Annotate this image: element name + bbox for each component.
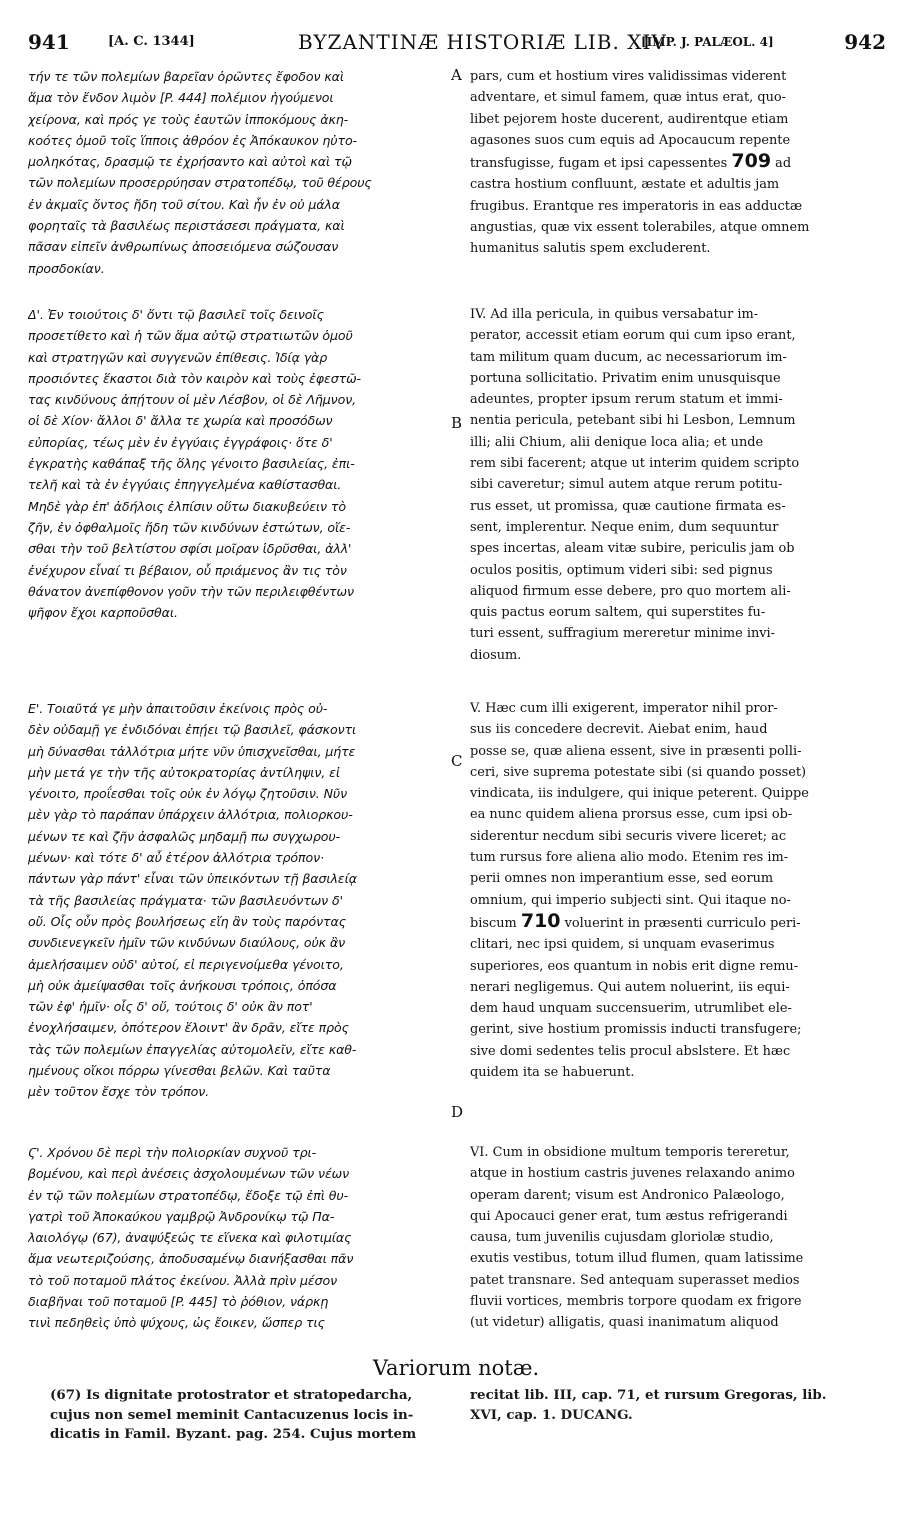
greek-paragraph-2 — [28, 304, 450, 623]
greek-line: συνδιενεγκεῖν ἡμῖν τῶν κινδύνων διαύλους, οὐκ ἂν — [28, 935, 346, 951]
year-marker: [A. C. 1344] — [108, 34, 195, 49]
latin-line: aliquod firmum esse debere, pro quo mortem ali- — [470, 583, 791, 599]
latin-paragraph-1 — [470, 66, 887, 260]
greek-paragraph-4 — [28, 1142, 450, 1334]
latin-line: gerint, sive hostium promissis inducti transfugere; — [470, 1022, 802, 1038]
margin-letter-b: B — [451, 414, 463, 432]
greek-line: Ε'. Τοιαῦτά γε μὴν ἀπαιτοῦσιν ἐκείνοις πρὸς οὐ- — [28, 701, 328, 716]
greek-line: ψῆφον ἔχοι καρποῦσθαι. — [28, 605, 178, 621]
latin-line: perii omnes non imperantium esse, sed eorum — [470, 871, 774, 887]
greek-line: Ϛ'. Χρόνου δὲ περὶ τὴν πολιορκίαν συχνοῦ τρι- — [28, 1145, 317, 1160]
latin-paragraph-3 — [470, 698, 887, 1083]
latin-line: exutis vestibus, totum illud flumen, quam latissime — [470, 1251, 804, 1267]
latin-column-section-6 — [470, 1142, 887, 1334]
greek-line: μένων τε καὶ ζῆν ἀσφαλῶς μηδαμῇ πω συγχωρου- — [28, 828, 340, 844]
greek-line: μὴ δύνασθαι τἀλλότρια μήτε νῦν ὑπισχνεῖσθαι, μήτε — [28, 743, 356, 759]
greek-line: Δ'. Ἐν τοιούτοις δ' ὄντι τῷ βασιλεῖ τοῖς δεινοῖς — [28, 307, 324, 322]
greek-line: ἐνέχυρον εἶναί τι βέβαιον, οὗ πριάμενος ἂν τις τὸν — [28, 562, 347, 578]
latin-line: tam militum quam ducum, ac necessariorum im- — [470, 349, 787, 365]
latin-line: libet pejorem hoste ducerent, audirentque etiam — [470, 111, 789, 127]
greek-column-section-4 — [28, 304, 450, 623]
greek-line: Μηδὲ γὰρ ἐπ' ἀδήλοις ἐλπίσιν οὕτω διακυβεύειν τὸ — [28, 498, 346, 514]
latin-line: oculos positis, optimum videri sibi: sed pignus — [470, 562, 773, 578]
latin-line: nentia pericula, petebant sibi hi Lesbon, Lemnum — [470, 413, 796, 429]
latin-line: spes incertas, aleam vitæ subire, periculis jam ob — [470, 541, 795, 557]
greek-line: μὲν τοῦτον ἔσχε τὸν τρόπον. — [28, 1084, 210, 1100]
greek-line: χείρονα, καὶ πρός γε τοὺς ἑαυτῶν ἱπποκόμους ἀκη- — [28, 111, 349, 127]
margin-letter-d: D — [451, 1103, 464, 1121]
greek-line: ἐνοχλήσαιμεν, ὁπότερον ἕλοιντ' ἂν δρᾶν, εἴτε πρὸς — [28, 1020, 349, 1036]
greek-line: μὴ οὐκ ἀμείψασθαι τοῖς ἀνήκουσι τρόποις, ὁπόσα — [28, 977, 337, 993]
greek-line: θάνατον ἀνεπίφθονον γοῦν τὴν τῶν περιλειφθέντων — [28, 583, 354, 599]
latin-line: illi; alii Chium, alii denique loca alia; et unde — [470, 434, 764, 450]
greek-line: οἱ δὲ Χίον· ἄλλοι δ' ἄλλα τε χωρία καὶ προσόδων — [28, 413, 333, 429]
latin-line: IV. Ad illa pericula, in quibus versabatur im- — [470, 307, 759, 322]
greek-line: ἅμα νεωτεριζούσης, ἀποδυσαμένῳ διανήξασθαι πᾶν — [28, 1251, 354, 1267]
latin-line: adventare, et simul famem, quæ intus erat, quo- — [470, 90, 787, 106]
latin-line: sus iis concedere decrevit. Aiebat enim, haud — [470, 722, 768, 738]
greek-line: ἐν τῷ τῶν πολεμίων στρατοπέδῳ, ἔδοξε τῷ ἐπὶ θυ- — [28, 1187, 349, 1203]
greek-column-section-6 — [28, 1142, 450, 1334]
latin-line: qui Apocauci gener erat, tum æstus refrigerandi — [470, 1208, 788, 1224]
greek-line: τῶν ἐφ' ἡμῖν· οἷς δ' οὔ, τούτοις δ' οὐκ ἂν ποτ' — [28, 999, 313, 1015]
greek-line: λαιολόγῳ (67), ἀναψύξεώς τε εἵνεκα καὶ φιλοτιμίας — [28, 1230, 352, 1246]
notes-heading-left: Variorum — [372, 1356, 472, 1380]
greek-line: τῶν πολεμίων προσερρύησαν στρατοπέδῳ, τοῦ θέρους — [28, 175, 372, 191]
latin-line: quis pactus eorum saltem, qui superstites fu- — [470, 605, 766, 621]
page-number-left: 941 — [28, 30, 70, 54]
greek-line: μοληκότας, δρασμῷ τε ἐχρήσαντο καὶ αὐτοὶ καὶ τῷ — [28, 154, 352, 170]
latin-column-section-4 — [470, 304, 887, 666]
latin-line: rus esset, ut promissa, quæ cautione firmata es- — [470, 498, 786, 514]
inline-page-number-710: 710 — [520, 910, 561, 932]
latin-line: quidem ita se habuerunt. — [470, 1065, 635, 1081]
latin-line: causa, tum juvenilis cujusdam gloriolæ studio, — [470, 1230, 774, 1246]
greek-line: διαβῆναι τοῦ ποταμοῦ [P. 445] τὸ ῥόθιον, νάρκῃ — [28, 1294, 329, 1310]
latin-line: siderentur necdum sibi securis vivere liceret; ac — [470, 828, 787, 844]
latin-line: frugibus. Erantque res imperatoris in eas adductæ — [470, 198, 803, 214]
latin-paragraph-4 — [470, 1142, 887, 1334]
greek-line: τὰς τῶν πολεμίων ἐπαγγελίας αὐτομολεῖν, εἴτε καθ- — [28, 1041, 357, 1057]
greek-line: τελῆ καὶ τὰ ἐν ἐγγύαις ἐπηγγελμένα καθίστασθαι. — [28, 477, 342, 493]
greek-line: προσετίθετο καὶ ἡ τῶν ἅμα αὐτῷ στρατιωτῶν ὁμοῦ — [28, 328, 353, 344]
notes-heading-right: notæ. — [478, 1356, 540, 1380]
greek-line: ημένους οἴκοι πόρρω γίνεσθαι βελῶν. Καὶ ταῦτα — [28, 1063, 331, 1079]
latin-line: patet transnare. Sed antequam superasset medios — [470, 1272, 800, 1288]
footnote-line: XVI, cap. 1. DUCANG. — [470, 1406, 633, 1423]
greek-line: ἅμα τὸν ἔνδον λιμὸν [P. 444] πολέμιον ἡγούμενοι — [28, 90, 334, 106]
greek-line: εὐπορίας, τέως μὲν ἐν ἐγγύαις ἐγγράφοις· ὅτε δ' — [28, 434, 333, 450]
greek-line: τὸ τοῦ ποταμοῦ πλάτος ἐκείνου. Ἀλλὰ πρὶν μέσον — [28, 1272, 338, 1288]
greek-line: ζῆν, ἐν ὀφθαλμοῖς ἤδη τῶν κινδύνων ἑστώτων, οἴε- — [28, 519, 351, 535]
latin-line: pars, cum et hostium vires validissimas viderent — [470, 69, 787, 84]
latin-line: nerari negligemus. Qui autem noluerint, iis equi- — [470, 979, 790, 995]
footnote-right — [470, 1386, 887, 1425]
greek-line: τὰ τῆς βασιλείας πράγματα· τῶν βασιλευόντων δ' — [28, 892, 343, 908]
latin-column — [470, 66, 887, 260]
latin-line: ceri, sive suprema potestate sibi (si quando posset) — [470, 764, 807, 780]
greek-line: γατρὶ τοῦ Ἀποκαύκου γαμβρῷ Ἀνδρονίκῳ τῷ Πα- — [28, 1208, 335, 1224]
latin-line: turi essent, suffragium mereretur minime invi- — [470, 626, 776, 642]
latin-line: ea nunc quidem aliena prorsus esse, cum ipsi ob- — [470, 807, 793, 823]
latin-line: superiores, eos quantum in nobis erit digne remu- — [470, 958, 799, 974]
greek-line: οὔ. Οἷς οὖν πρὸς βουλήσεως εἴη ἂν τοὺς παρόντας — [28, 913, 347, 929]
footnote-line: dicatis in Famil. Byzant. pag. 254. Cujus mortem — [50, 1426, 417, 1442]
latin-line: diosum. — [470, 647, 522, 663]
greek-line: ἀμελήσαιμεν οὐδ' αὐτοί, εἰ περιγενοίμεθα γένοιτο, — [28, 956, 344, 972]
margin-letter-a: A — [451, 66, 462, 84]
latin-line: atque in hostium castris juvenes relaxando animo — [470, 1166, 795, 1182]
greek-line: τινὶ πεδηθεὶς ὑπὸ ψύχους, ὡς ἔοικεν, ὥσπερ τις — [28, 1315, 325, 1331]
footnote-line: (67) Is dignitate protostrator et stratopedarcha, — [50, 1387, 413, 1403]
greek-line: μὲν γὰρ τὸ παράπαν ὑπάρχειν ἀλλότρια, πολιορκου- — [28, 807, 353, 823]
latin-line: sibi caveretur; simul autem atque rerum potitu- — [470, 477, 783, 493]
greek-line: σθαι τὴν τοῦ βελτίστου σφίσι μοῖραν ἱδρῦσθαι, ἀλλ' — [28, 541, 352, 557]
greek-line: τας κινδύνους ἀπῄτουν οἱ μὲν Λέσβον, οἱ δὲ Λῆμνον, — [28, 392, 357, 408]
latin-line-text: transfugisse, fugam et ipsi capessentes — [470, 156, 728, 172]
latin-line: sent, implerentur. Neque enim, dum sequuntur — [470, 519, 779, 535]
latin-line: humanitus salutis spem excluderent. — [470, 241, 711, 257]
latin-line: posse se, quæ aliena essent, sive in præsenti polli- — [470, 743, 802, 759]
latin-line: V. Hæc cum illi exigerent, imperator nihil pror- — [470, 701, 778, 716]
greek-paragraph-3 — [28, 698, 450, 1103]
footnote-line: cujus non semel meminit Cantacuzenus locis in- — [50, 1406, 414, 1423]
latin-line: fluvii vortices, membris torpore quodam ex frigore — [470, 1294, 802, 1310]
latin-line-text: biscum — [470, 915, 517, 931]
latin-line: castra hostium confluunt, æstate et adultis jam — [470, 177, 780, 193]
footnote-line: recitat lib. III, cap. 71, et rursum Gregoras, lib. — [470, 1387, 827, 1403]
latin-line: tum rursus fore aliena alio modo. Etenim res im- — [470, 850, 789, 866]
latin-line: adeuntes, propter ipsum rerum statum et immi- — [470, 392, 783, 408]
greek-line: προσιόντες ἕκαστοι διὰ τὸν καιρὸν καὶ τοὺς ἐφεστῶ- — [28, 370, 361, 386]
latin-line-text: voluerint in præsenti curriculo peri- — [564, 915, 801, 931]
greek-line: βομένου, καὶ περὶ ἀνέσεις ἀσχολουμένων τῶν νέων — [28, 1166, 350, 1182]
latin-paragraph-2 — [470, 304, 887, 666]
latin-line: angustias, quæ vix essent tolerabiles, atque omnem — [470, 220, 810, 236]
latin-line: perator, accessit etiam eorum qui cum ipso erant, — [470, 328, 796, 344]
greek-line: δὲν οὐδαμῇ γε ἐνδιδόναι ἐπῄει τῷ βασιλεῖ, φάσκοντι — [28, 722, 357, 738]
greek-line: καὶ στρατηγῶν καὶ συγγενῶν ἐπίθεσις. Ἰδίᾳ γὰρ — [28, 349, 328, 365]
page-number-right: 942 — [844, 30, 886, 54]
latin-line: omnium, qui imperio subjecti sint. Qui itaque no- — [470, 892, 791, 908]
footnote-left — [50, 1386, 450, 1445]
greek-line: πᾶσαν εἰπεῖν ἀνθρωπίνως ἀποσειόμενα σώζουσαν — [28, 239, 339, 255]
latin-line: sive domi sedentes telis procul abslstere. Et hæc — [470, 1043, 791, 1059]
greek-paragraph-1 — [28, 66, 450, 279]
latin-line-with-page-number — [470, 911, 887, 934]
latin-line: (ut videtur) alligatis, quasi inanimatum aliquod — [470, 1315, 779, 1331]
inline-page-number-709: 709 — [731, 151, 772, 173]
latin-line: vindicata, iis indulgere, qui inique peterent. Quippe — [470, 786, 809, 802]
greek-line: ἐν ἀκμαῖς ὄντος ἤδη τοῦ σίτου. Καὶ ἦν ἐν οὐ μάλα — [28, 196, 340, 212]
latin-line: dem haud unquam succensuerim, utrumlibet ele- — [470, 1001, 792, 1017]
latin-line: clitari, nec ipsi quidem, si unquam evaserimus — [470, 937, 775, 953]
greek-line: τήν τε τῶν πολεμίων βαρεῖαν ὁρῶντες ἔφοδον καὶ — [28, 69, 345, 84]
latin-line: VI. Cum in obsidione multum temporis tereretur, — [470, 1145, 790, 1160]
greek-line: πάντων γὰρ πάντ' εἶναι τῶν ὑπεικόντων τῇ βασιλείᾳ — [28, 871, 357, 887]
page-header — [28, 30, 886, 60]
greek-line: φορηταῖς τὰ βασιλέως περιστάσεσι πράγματα, καὶ — [28, 218, 345, 234]
latin-line-with-page-number — [470, 151, 887, 174]
latin-line: portuna sollicitatio. Privatim enim unusquisque — [470, 370, 781, 386]
latin-line: agasones suos cum equis ad Apocaucum repente — [470, 132, 791, 148]
greek-column-section-5 — [28, 698, 450, 1103]
greek-line: κοότες ὁμοῦ τοῖς ἵπποις ἀθρόον ἐς Ἀπόκαυκον ηὐτο- — [28, 132, 357, 148]
latin-line-text: ad — [775, 156, 792, 172]
greek-line: μένων· καὶ τότε δ' αὖ ἑτέρον ἀλλότρια τρόπον· — [28, 850, 324, 866]
greek-line: μὴν μετά γε τὴν τῆς αὐτοκρατορίας ἀντίληψιν, εἰ — [28, 764, 340, 780]
running-title: BYZANTINÆ HISTORIÆ LIB. XIV — [298, 30, 667, 54]
margin-letter-c: C — [451, 752, 463, 770]
latin-line: rem sibi facerent; atque ut interim quidem scripto — [470, 456, 800, 472]
latin-line: operam darent; visum est Andronico Palæologo, — [470, 1187, 785, 1203]
greek-line: προσδοκίαν. — [28, 260, 105, 276]
greek-column — [28, 66, 450, 279]
emperor-marker: [IMP. J. PALÆOL. 4] — [641, 35, 774, 49]
greek-line: γένοιτο, προΐεσθαι τοῖς οὐκ ἐν λόγῳ ζητοῦσιν. Νῦν — [28, 786, 348, 802]
greek-line: ἐγκρατὴς καθάπαξ τῆς ὅλης γένοιτο βασιλείας, ἐπι- — [28, 456, 355, 472]
latin-column-section-5 — [470, 698, 887, 1083]
notes-heading — [0, 1356, 912, 1380]
